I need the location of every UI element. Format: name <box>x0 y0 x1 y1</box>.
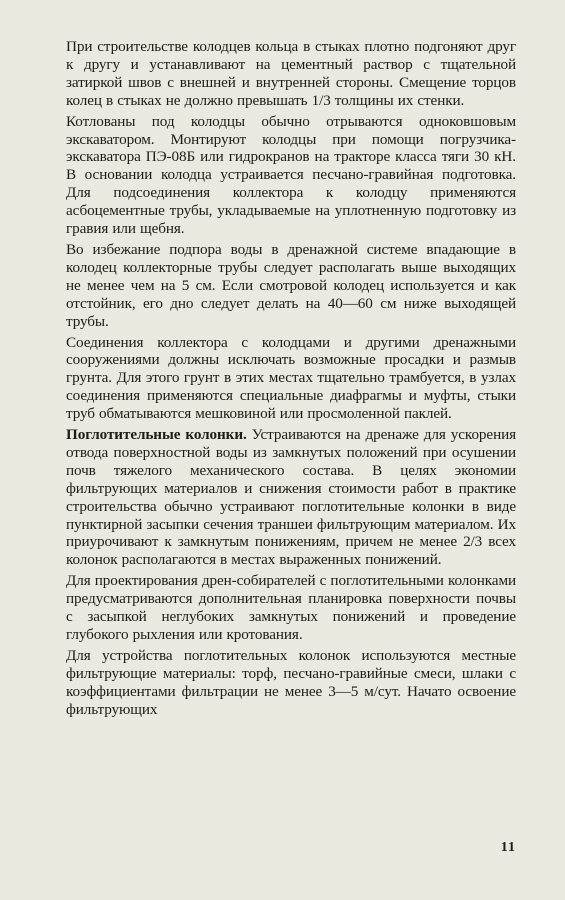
page-number: 11 <box>500 840 516 855</box>
paragraph <box>66 572 516 644</box>
paragraph <box>66 426 516 569</box>
paragraph <box>66 113 516 238</box>
paragraph-text: Во избежание подпора воды в дренажной системе впадающие в колодец коллекторные трубы следует располагать выше выходящих не менее чем на 5 см. Если смотровой колодец используется и как отстойник, его дно следует делать на 40—60 см ниже выходящей трубы. <box>66 240 516 330</box>
paragraph <box>66 647 516 719</box>
paragraph <box>66 241 516 331</box>
paragraph-text: Соединения коллектора с колодцами и другими дренажными сооружениями должны исключать возможные просадки и размыв грунта. Для этого грунт в этих местах тщательно трамбуется, в узлах соединения применяются специальные диафрагмы и муфты, стыки труб обматываются мешковиной или просмоленной паклей. <box>66 333 516 423</box>
paragraph-text: Устраиваются на дренаже для ускорения отвода поверхностной воды из замкнутых положений при осушении почв тяжелого механического состава. В целях экономии фильтрующих материалов и снижения стоимости работ в практике строительства обычно устраивают поглотительные колонки в виде пунктирной засыпки сечения траншеи фильтрующим материалом. Их приурочивают к замкнутым понижениям, причем не менее 2/3 всех колонок располагаются в местах выраженных понижений. <box>66 426 517 569</box>
paragraph <box>66 38 516 110</box>
paragraph-text: Для проектирования дрен-собирателей с поглотительными колонками предусматриваются дополнительная планировка поверхности почвы с засыпкой неглубоких замкнутых понижений и проведение глубокого рыхления или кротования. <box>66 572 516 643</box>
text-column <box>66 38 516 719</box>
paragraph <box>66 334 516 424</box>
paragraph-text: Котлованы под колодцы обычно отрываются одноковшовым экскаватором. Монтируют колодцы при помощи погрузчика-экскаватора ПЭ-08Б или гидрокранов на тракторе класса тяги 30 кН. В основании колодца устраивается песчано-гравийная подготовка. Для подсоединения коллектора к колодцу применяются асбоцементные трубы, укладываемые на уплотненную подготовку из гравия или щебня. <box>66 112 516 238</box>
paragraph-text: Для устройства поглотительных колонок используются местные фильтрующие материалы: торф, песчано-гравийные смеси, шлаки с коэффициентами фильтрации не менее 3—5 м/сут. Начато освоение фильтрующих <box>66 646 516 718</box>
paragraph-text: При строительстве колодцев кольца в стыках плотно подгоняют друг к другу и устанавливают на цементный раствор с тщательной затиркой швов с внешней и внутренней стороны. Смещение торцов колец в стыках не должно превышать 1/3 толщины их стенки. <box>66 38 516 109</box>
paragraph-lead: Поглотительные колонки. <box>66 426 247 444</box>
